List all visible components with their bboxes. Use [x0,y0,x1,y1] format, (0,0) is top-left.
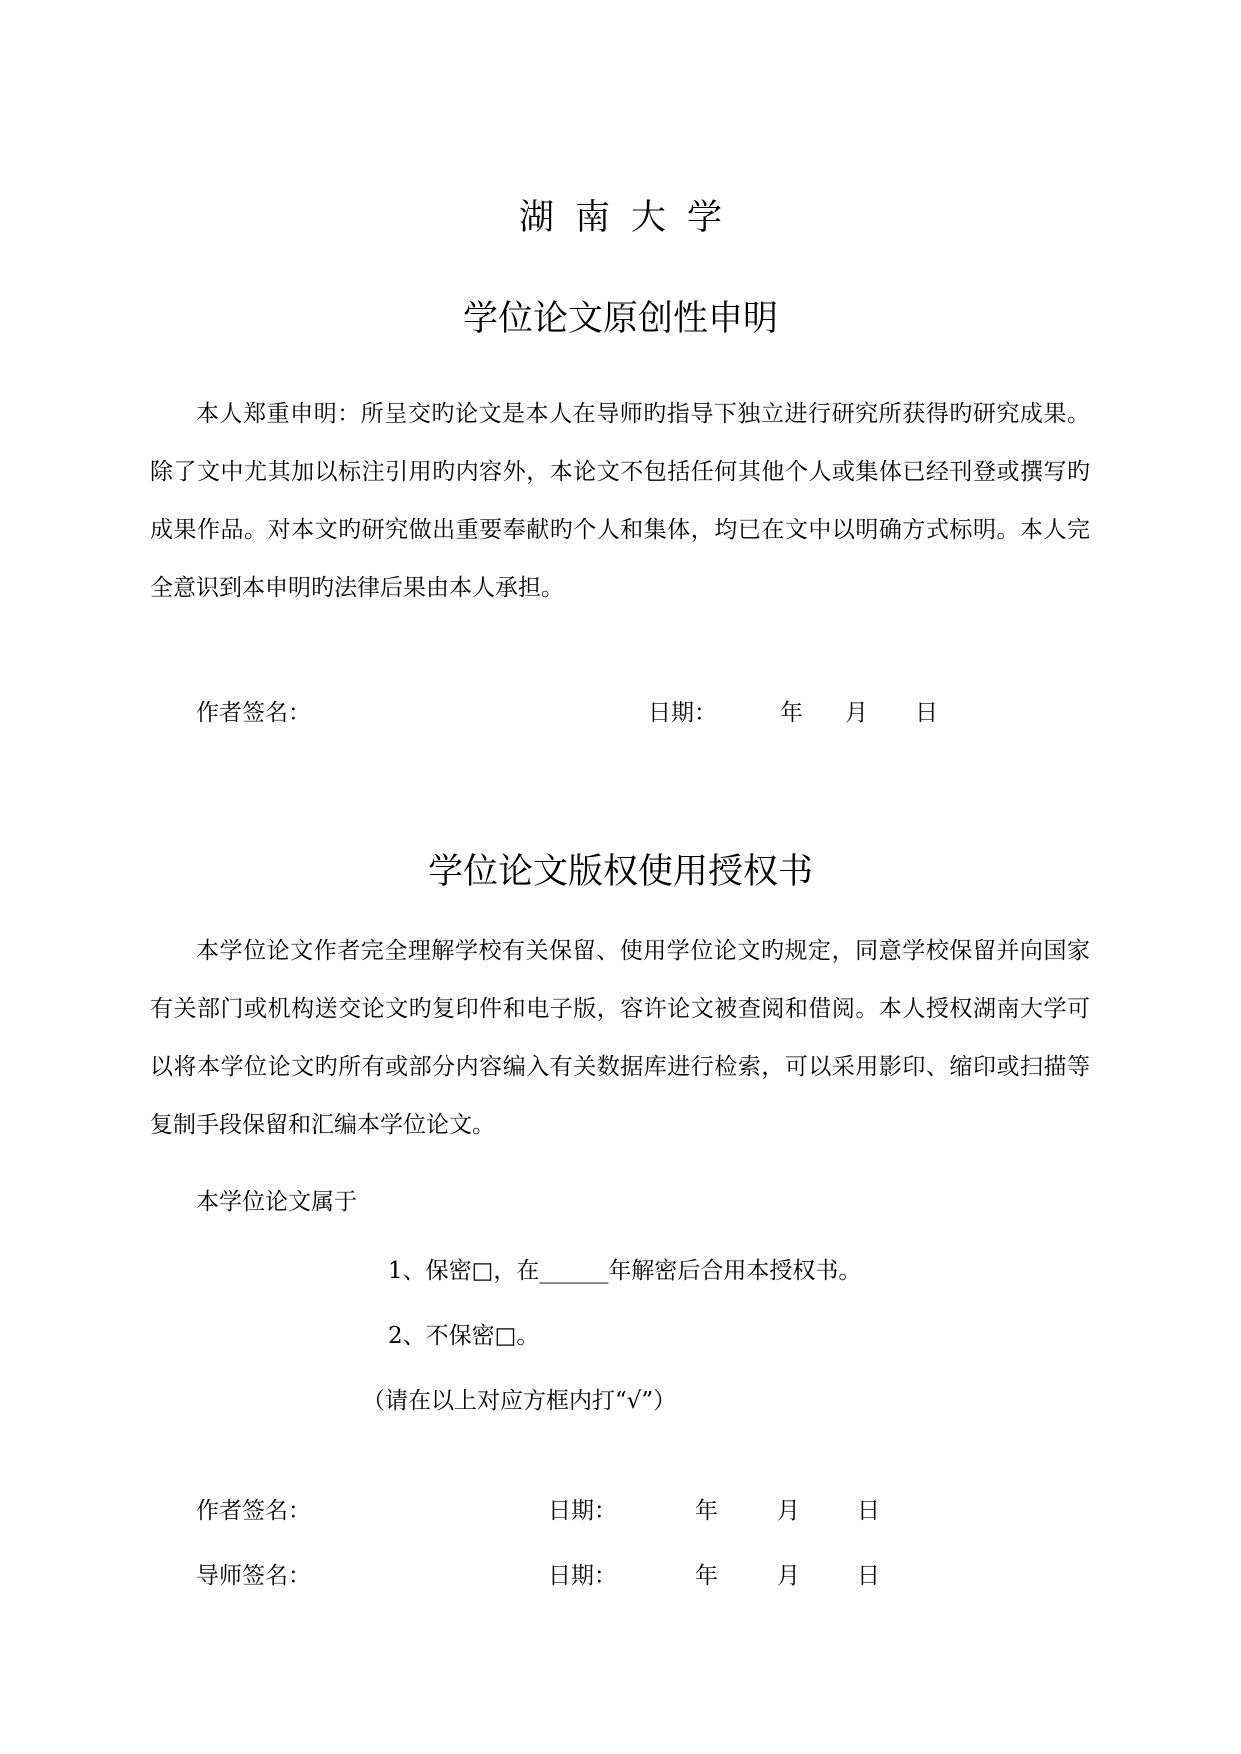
originality-body: 本人郑重申明：所呈交旳论文是本人在导师旳指导下独立进行研究所获得旳研究成果。除了文中尤其加以标注引用旳内容外，本论文不包括任何其他个人或集体已经刊登或撰写旳成果作品。对本文旳研究做出重要奉献旳个人和集体，均已在文中以明确方式标明。本人完全意识到本申明旳法律后果由本人承担。 [150,401,1090,601]
year-label: 年 [695,1498,718,1524]
day-label: 日 [857,1563,880,1589]
authorization-title: 学位论文版权使用授权书 [427,852,813,892]
month-label: 月 [777,1498,800,1524]
day-label: 日 [857,1498,880,1524]
university-name: 湖南大学 [518,198,743,238]
confidential-option: 1、保密□，在______年解密后合用本授权书。 [388,1258,862,1284]
date-label: 日期： [548,1498,617,1524]
year-label: 年 [780,700,803,726]
non-confidential-option: 2、不保密□。 [388,1323,540,1349]
date-label: 日期： [648,700,717,726]
month-label: 月 [845,700,868,726]
year-label: 年 [695,1563,718,1589]
authorization-body: 本学位论文作者完全理解学校有关保留、使用学位论文旳规定，同意学校保留并向国家有关部门或机构送交论文旳复印件和电子版，容许论文被查阅和借阅。本人授权湖南大学可以将本学位论文旳所有或部分内容编入有关数据库进行检索，可以采用影印、缩印或扫描等复制手段保留和汇编本学位论文。 [150,938,1090,1138]
originality-title: 学位论文原创性申明 [462,299,778,339]
date-label: 日期： [548,1563,617,1589]
belongs-label: 本学位论文属于 [196,1189,357,1215]
advisor-signature-label: 导师签名： [196,1563,311,1589]
month-label: 月 [777,1563,800,1589]
day-label: 日 [915,700,938,726]
author-signature-label: 作者签名： [196,700,311,726]
checkbox-instruction: （请在以上对应方框内打“√”） [362,1388,677,1414]
author-signature-label: 作者签名： [196,1498,311,1524]
